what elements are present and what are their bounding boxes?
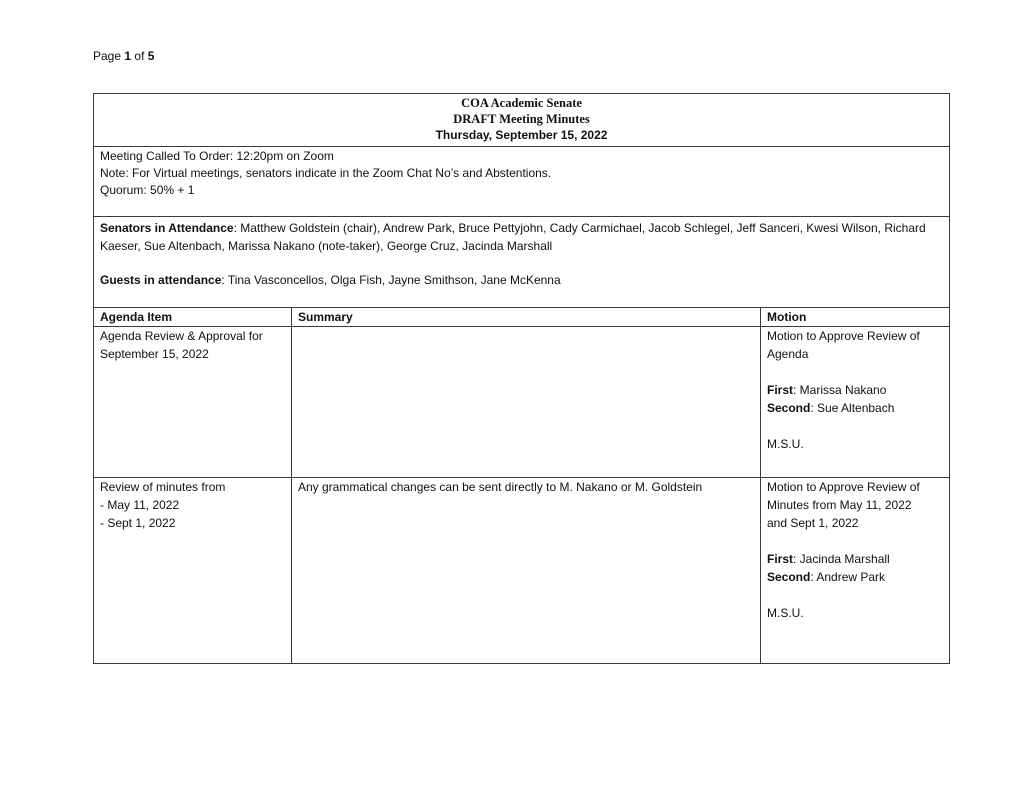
- summary-cell: [292, 478, 761, 664]
- table-row: [94, 478, 950, 664]
- motion-text-line: Agenda: [767, 347, 809, 361]
- agenda-item-cell: [94, 327, 292, 478]
- agenda-item-cell: [94, 478, 292, 664]
- called-to-order: Meeting Called To Order: 12:20pm on Zoom: [100, 149, 334, 163]
- meeting-date: Thursday, September 15, 2022: [435, 128, 608, 142]
- motion-first-label: First: [767, 552, 794, 566]
- motion-second-name: : Sue Altenbach: [810, 401, 895, 415]
- page-number-of: of: [134, 49, 145, 63]
- motion-first-label: First: [767, 383, 794, 397]
- minutes-table: [93, 93, 950, 664]
- motion-cell: [761, 478, 950, 664]
- motion-first: [767, 550, 943, 568]
- meeting-info-block: [94, 147, 950, 217]
- page-number-current: 1: [124, 49, 132, 63]
- agenda-item-line: - Sept 1, 2022: [100, 516, 176, 530]
- motion-first-name: : Marissa Nakano: [793, 383, 887, 397]
- virtual-note: Note: For Virtual meetings, senators indicate in the Zoom Chat No’s and Abstentions.: [100, 166, 552, 180]
- motion-result: M.S.U.: [767, 437, 804, 451]
- document-title-block: [94, 94, 950, 147]
- motion-second-name: : Andrew Park: [810, 570, 886, 584]
- quorum: Quorum: 50% + 1: [100, 183, 195, 197]
- motion-first: [767, 381, 943, 399]
- motion-first-name: : Jacinda Marshall: [793, 552, 890, 566]
- column-header-motion: Motion: [761, 308, 950, 327]
- senators-label: Senators in Attendance: [100, 221, 234, 235]
- motion-text-line: and Sept 1, 2022: [767, 516, 859, 530]
- document-title: COA Academic Senate: [461, 96, 582, 110]
- table-row: [94, 327, 950, 478]
- agenda-item-line: - May 11, 2022: [100, 498, 180, 512]
- column-header-row: [94, 308, 950, 327]
- agenda-item-line: September 15, 2022: [100, 347, 209, 361]
- motion-second: [767, 399, 943, 417]
- guests-list: : Tina Vasconcellos, Olga Fish, Jayne Smithson, Jane McKenna: [221, 273, 561, 287]
- motion-cell: [761, 327, 950, 478]
- title-row: [94, 94, 950, 147]
- column-header-agenda-item: Agenda Item: [94, 308, 292, 327]
- senators-list: : Matthew Goldstein (chair), Andrew Park, Bruce Pettyjohn, Cady Carmichael, Jacob Schlegel, Jeff Sanceri, Kwesi Wilson, Richard Kaeser, Sue Altenbach, Marissa Nakano (note-taker), George Cruz, Jacinda Marshall: [100, 221, 926, 253]
- senators-in-attendance: [100, 219, 943, 255]
- guests-label: Guests in attendance: [100, 273, 222, 287]
- page-number-prefix: Page: [93, 49, 122, 63]
- motion-text-line: Motion to Approve Review of: [767, 480, 920, 494]
- attendance-block: [94, 217, 950, 308]
- motion-text-line: Motion to Approve Review of: [767, 329, 920, 343]
- document-subtitle: DRAFT Meeting Minutes: [453, 112, 590, 126]
- motion-second-label: Second: [767, 570, 811, 584]
- info-row: [94, 147, 950, 217]
- motion-second: [767, 568, 943, 586]
- page-number-total: 5: [147, 49, 155, 63]
- page-number: [93, 49, 154, 63]
- summary-text: Any grammatical changes can be sent directly to M. Nakano or M. Goldstein: [298, 480, 703, 494]
- motion-second-label: Second: [767, 401, 811, 415]
- column-header-summary: Summary: [292, 308, 761, 327]
- agenda-item-line: Review of minutes from: [100, 480, 226, 494]
- summary-cell: [292, 327, 761, 478]
- guests-in-attendance: [100, 271, 943, 289]
- attendance-row: [94, 217, 950, 308]
- motion-result: M.S.U.: [767, 606, 804, 620]
- motion-text-line: Minutes from May 11, 2022: [767, 498, 912, 512]
- agenda-item-line: Agenda Review & Approval for: [100, 329, 263, 343]
